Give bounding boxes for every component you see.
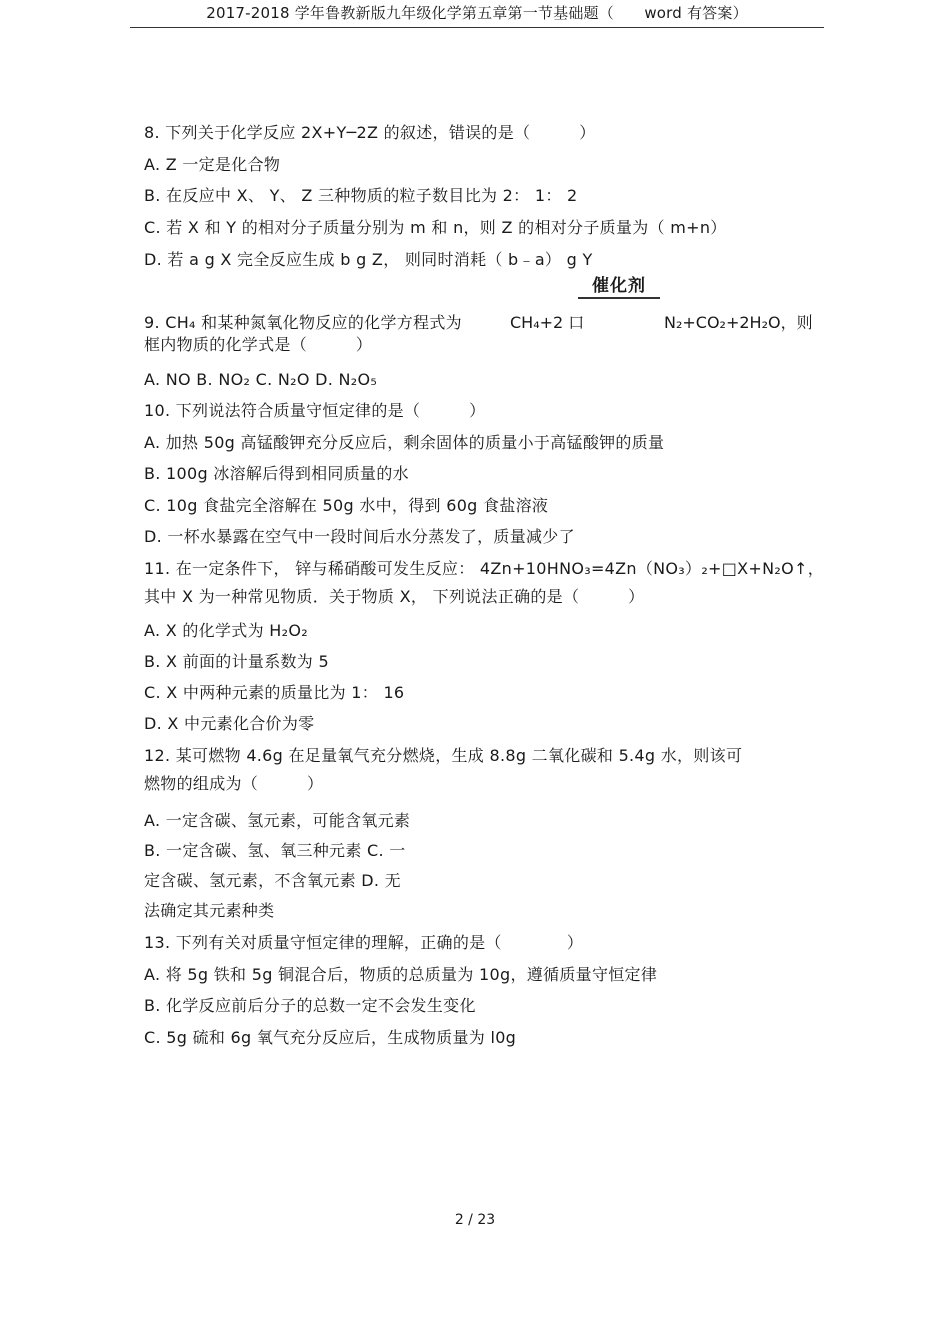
q12-option-d: 法确定其元素种类 bbox=[144, 901, 275, 920]
q8-stem: 8. 下列关于化学反应 2X+Y─2Z 的叙述，错误的是（ ） bbox=[144, 123, 596, 142]
q11-option-a: A. X 的化学式为 H₂O₂ bbox=[144, 621, 308, 640]
q10-option-d: D. 一杯水暴露在空气中一段时间后水分蒸发了，质量减少了 bbox=[144, 527, 575, 546]
q10-option-b: B. 100g 冰溶解后得到相同质量的水 bbox=[144, 464, 409, 483]
page-header: 2017-2018 学年鲁教新版九年级化学第五章第一节基础题（ word 有答案） bbox=[206, 4, 748, 22]
q11-option-b: B. X 前面的计量系数为 5 bbox=[144, 652, 329, 671]
q8-option-c: C. 若 X 和 Y 的相对分子质量分别为 m 和 n，则 Z 的相对分子质量为（ m+n） bbox=[144, 218, 727, 237]
q8-option-a: A. Z 一定是化合物 bbox=[144, 155, 281, 174]
q13-option-a: A. 将 5g 铁和 5g 铜混合后，物质的总质量为 10g，遵循质量守恒定律 bbox=[144, 965, 658, 984]
q11-stem-cont: 其中 X 为一种常见物质．关于物质 X， 下列说法正确的是（ ） bbox=[144, 587, 645, 606]
q8-option-b: B. 在反应中 X、 Y、 Z 三种物质的粒子数目比为 2： 1： 2 bbox=[144, 186, 578, 205]
q10-option-a: A. 加热 50g 高锰酸钾充分反应后，剩余固体的质量小于高锰酸钾的质量 bbox=[144, 433, 665, 452]
q12-option-a: A. 一定含碳、氢元素，可能含氧元素 bbox=[144, 811, 411, 830]
q11-option-c: C. X 中两种元素的质量比为 1： 16 bbox=[144, 683, 405, 702]
page-number: 2 / 23 bbox=[454, 1212, 496, 1228]
q13-option-b: B. 化学反应前后分子的总数一定不会发生变化 bbox=[144, 996, 476, 1015]
header-divider bbox=[130, 27, 824, 28]
q12-stem: 12. 某可燃物 4.6g 在足量氧气充分燃烧，生成 8.8g 二氧化碳和 5.4g 水，则该可 bbox=[144, 746, 743, 765]
q9-equation-left: CH₄+2 口 bbox=[510, 313, 585, 332]
q12-option-b: B. 一定含碳、氢、氧三种元素 C. 一 bbox=[144, 841, 406, 860]
q9-stem: 9. CH₄ 和某种氮氧化物反应的化学方程式为 bbox=[144, 313, 462, 332]
q9-options: A. NO B. NO₂ C. N₂O D. N₂O₅ bbox=[144, 370, 378, 389]
q9-stem-cont: 框内物质的化学式是（ ） bbox=[144, 335, 373, 354]
q10-option-c: C. 10g 食盐完全溶解在 50g 水中，得到 60g 食盐溶液 bbox=[144, 496, 549, 515]
q9-equation-right: N₂+CO₂+2H₂O，则 bbox=[664, 313, 813, 332]
q10-stem: 10. 下列说法符合质量守恒定律的是（ ） bbox=[144, 401, 486, 420]
q11-option-d: D. X 中元素化合价为零 bbox=[144, 714, 315, 733]
q8-option-d: D. 若 a g X 完全反应生成 b g Z， 则同时消耗（ b﹣a） g Y bbox=[144, 250, 593, 269]
q11-stem: 11. 在一定条件下， 锌与稀硝酸可发生反应： 4Zn+10HNO₃=4Zn（NO₃）₂+□X+N₂O↑， bbox=[144, 559, 825, 578]
q12-option-c: 定含碳、氢元素，不含氧元素 D. 无 bbox=[144, 871, 401, 890]
q12-stem-cont: 燃物的组成为（ ） bbox=[144, 774, 324, 793]
q13-stem: 13. 下列有关对质量守恒定律的理解，正确的是（ ） bbox=[144, 933, 584, 952]
catalyst-label: 催化剂 bbox=[578, 276, 660, 299]
q13-option-c: C. 5g 硫和 6g 氧气充分反应后，生成物质量为 l0g bbox=[144, 1028, 517, 1047]
